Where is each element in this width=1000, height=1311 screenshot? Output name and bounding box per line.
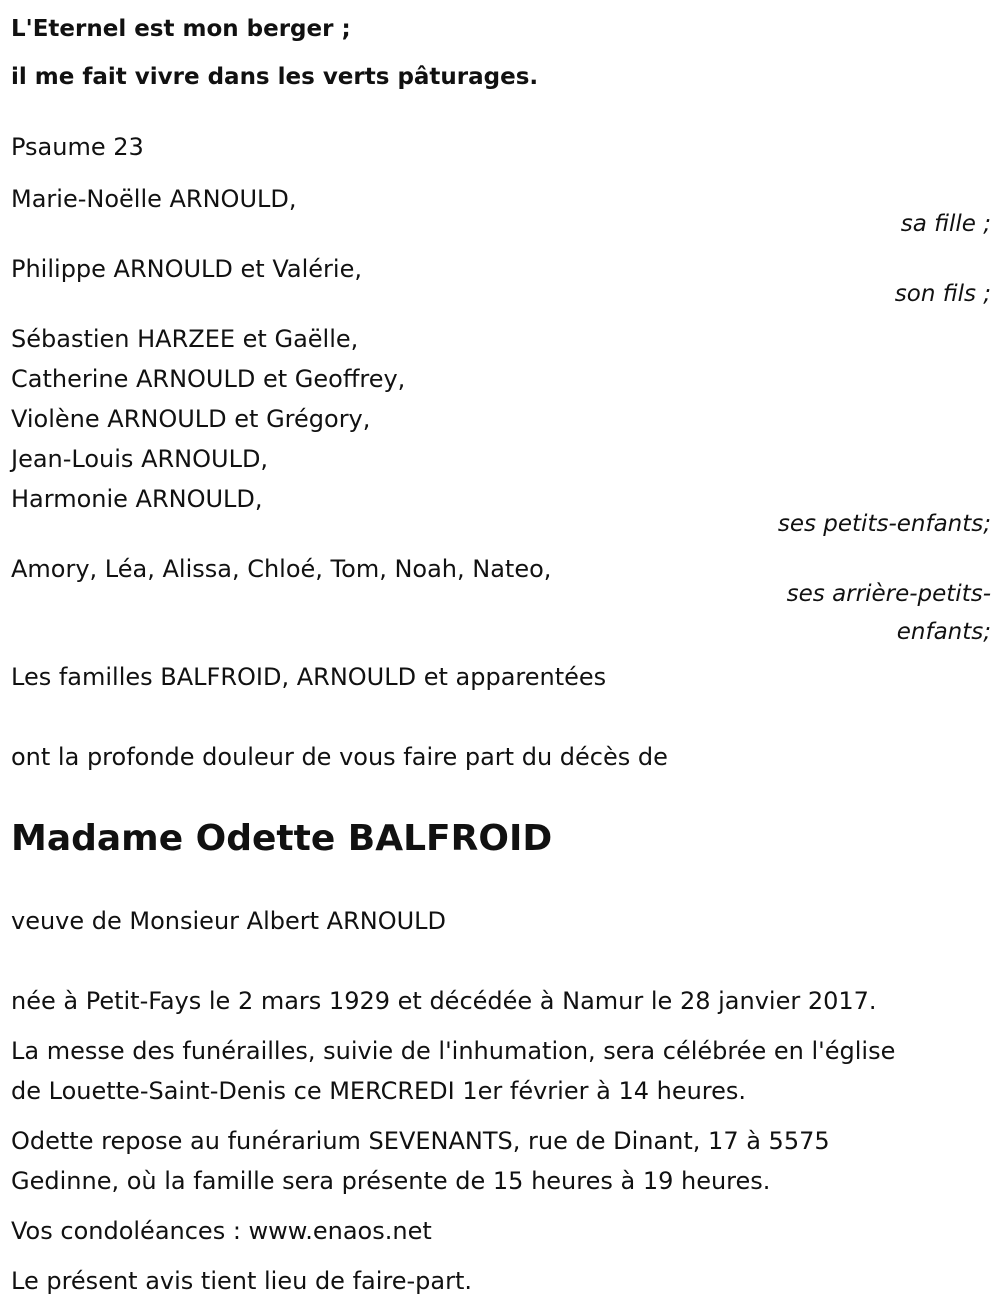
- condolences: Vos condoléances : www.enaos.net: [11, 1217, 432, 1245]
- grandchildren-group: [11, 319, 991, 543]
- families-line: Les familles BALFROID, ARNOULD et apparentées: [11, 663, 607, 691]
- grandchild-name: Harmonie ARNOULD,: [11, 485, 263, 513]
- birth-death: née à Petit-Fays le 2 mars 1929 et décédée à Namur le 28 janvier 2017.: [11, 987, 877, 1015]
- daughter-relation: sa fille ;: [900, 211, 991, 237]
- grandchildren-relation: ses petits-enfants;: [777, 511, 991, 537]
- son-name: Philippe ARNOULD et Valérie,: [11, 255, 362, 283]
- rest-line-1: Odette repose au funérarium SEVENANTS, rue de Dinant, 17 à 5575: [11, 1127, 830, 1155]
- obituary-notice: [11, 5, 991, 1311]
- grandchild-name: Violène ARNOULD et Grégory,: [11, 405, 371, 433]
- mass-paragraph: [11, 1031, 991, 1111]
- rest-paragraph: [11, 1121, 991, 1201]
- grandchild-name: Sébastien HARZEE et Gaëlle,: [11, 325, 359, 353]
- notice: Le présent avis tient lieu de faire-part.: [11, 1267, 473, 1295]
- mass-line-2: de Louette-Saint-Denis ce MERCREDI 1er février à 14 heures.: [11, 1077, 747, 1105]
- great-grandchildren-relation-2: enfants;: [896, 619, 991, 645]
- great-grandchildren-group: [11, 549, 991, 651]
- widow-of: veuve de Monsieur Albert ARNOULD: [11, 907, 446, 935]
- rest-line-2: Gedinne, où la famille sera présente de 15 heures à 19 heures.: [11, 1167, 771, 1195]
- great-grandchildren-relation-1: ses arrière-petits-: [786, 581, 991, 607]
- grandchild-name: Catherine ARNOULD et Geoffrey,: [11, 365, 406, 393]
- quote-line-2: il me fait vivre dans les verts pâturages.: [11, 64, 539, 90]
- son-group: [11, 249, 991, 313]
- mass-line-1: La messe des funérailles, suivie de l'inhumation, sera célébrée en l'église: [11, 1037, 896, 1065]
- quote-source: Psaume 23: [11, 133, 144, 161]
- daughter-name: Marie-Noëlle ARNOULD,: [11, 185, 297, 213]
- son-relation: son fils ;: [894, 281, 991, 307]
- quote-line-1: L'Eternel est mon berger ;: [11, 16, 351, 42]
- grandchild-name: Jean-Louis ARNOULD,: [11, 445, 269, 473]
- announcement: ont la profonde douleur de vous faire part du décès de: [11, 743, 668, 771]
- daughter-group: [11, 179, 991, 243]
- deceased-name: Madame Odette BALFROID: [11, 818, 553, 859]
- great-grandchildren-names: Amory, Léa, Alissa, Chloé, Tom, Noah, Nateo,: [11, 555, 552, 583]
